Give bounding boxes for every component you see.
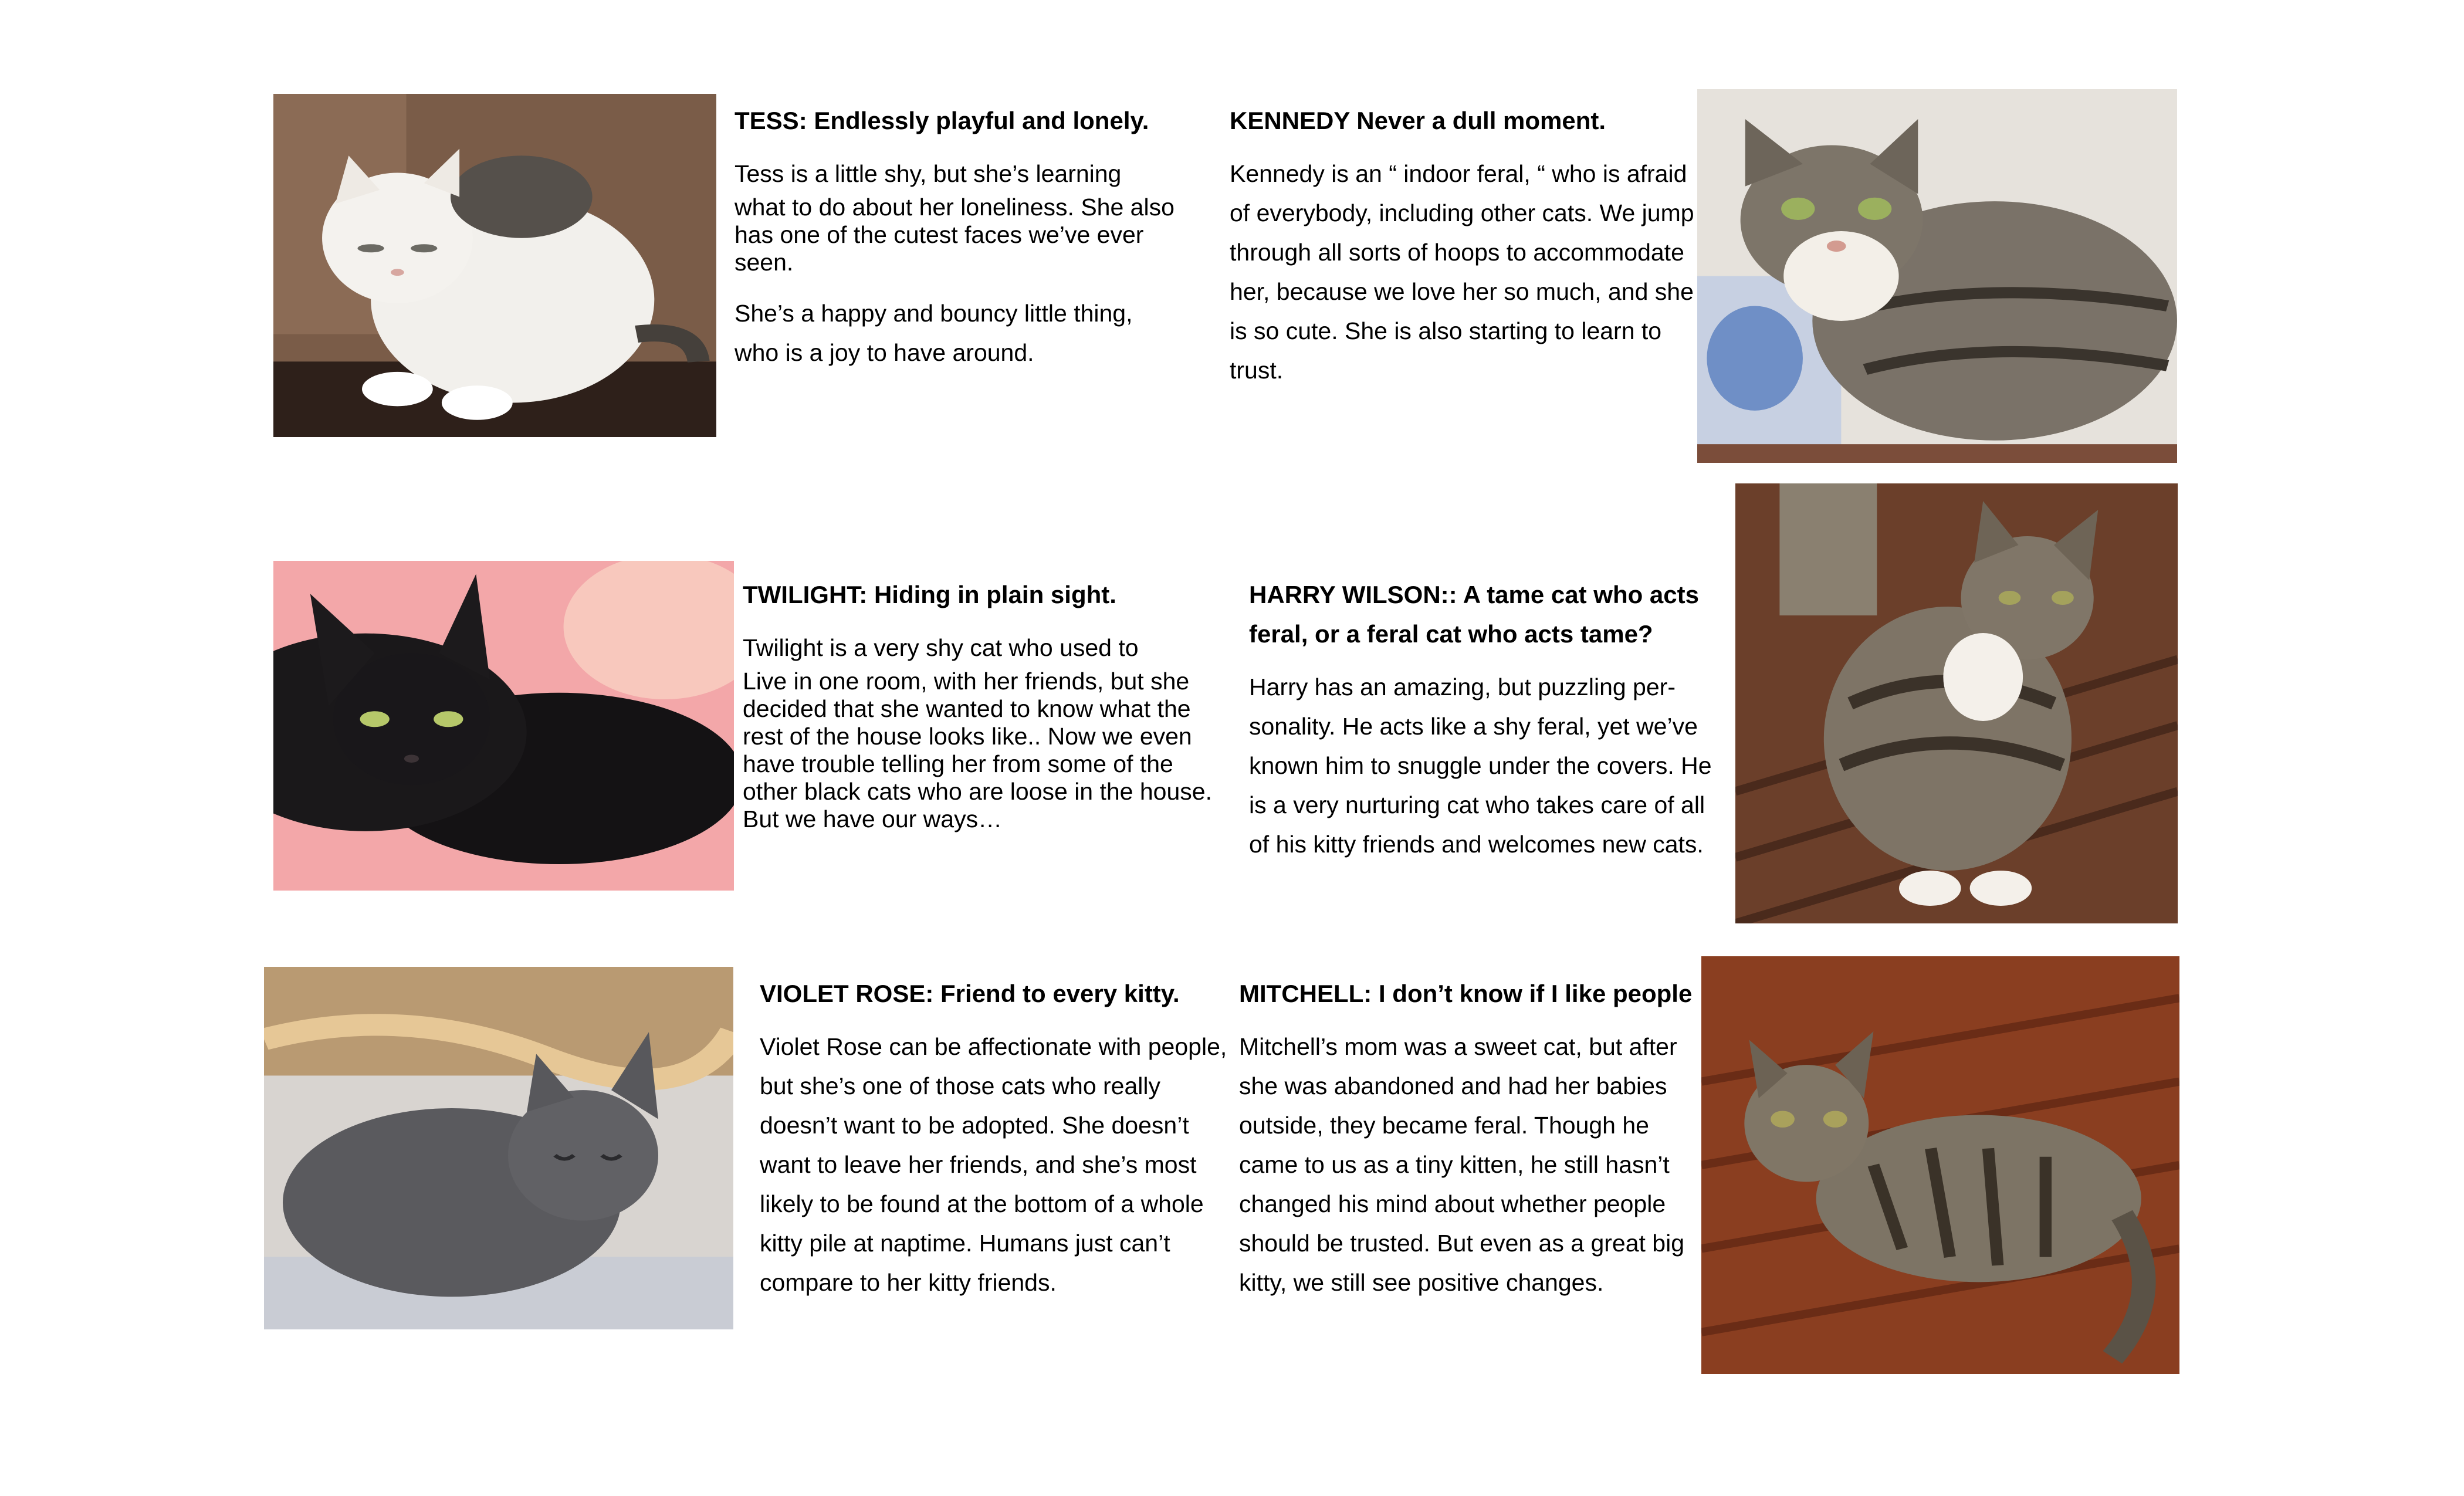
violet-rose-text: [760, 974, 1229, 1302]
violet-rose-para1: Violet Rose can be affectionate with people, but she’s one of those cats who really doesn’t want to be adopted. She doesn’t want to leave her friends, and she’s most likely to be found at the bottom of a whole kitty pile at naptime. Humans just can’t compare to her kitty friends.: [760, 1033, 1227, 1296]
harry-heading-line1: HARRY WILSON:: A tame cat who acts: [1249, 581, 1699, 608]
twilight-para1: Live in one room, with her friends, but she decided that she wanted to know what the rest of the house looks like.. Now we even have trouble telling her from some of the other black cats who are loose in the house. But we have our ways…: [743, 668, 1212, 832]
tess-text: [735, 101, 1180, 373]
harry-text: [1249, 575, 1730, 864]
twilight-line1: Twilight is a very shy cat who used to: [743, 634, 1139, 661]
kennedy-text: [1230, 101, 1699, 390]
twilight-text: [743, 575, 1212, 833]
kennedy-heading: KENNEDY Never a dull moment.: [1230, 107, 1606, 134]
tess-para2: She’s a happy and bouncy little thing, who is a joy to have around.: [735, 300, 1133, 366]
kennedy-photo: [1697, 89, 2177, 463]
twilight-photo: [273, 561, 734, 891]
mitchell-photo: [1701, 956, 2179, 1374]
violet-rose-heading: VIOLET ROSE: Friend to every kitty.: [760, 980, 1180, 1007]
tess-photo: [273, 94, 716, 437]
kennedy-para1: Kennedy is an “ indoor feral, “ who is afraid of everybody, including other cats. We jump through all sorts of hoops to accommodate her, because we love her so much, and she is so cute. She is also starting to learn to trust.: [1230, 160, 1694, 384]
mitchell-heading: MITCHELL: I don’t know if I like people: [1239, 980, 1693, 1007]
harry-photo: [1735, 483, 2178, 923]
mitchell-para1: Mitchell’s mom was a sweet cat, but after she was abandoned and had her babies outside, they became feral. Though he came to us as a tiny kitten, he still hasn’t changed his mind about whether people should be trusted. But even as a great big kitty, we still see positive changes.: [1239, 1033, 1685, 1296]
tess-line1: Tess is a little shy, but she’s learning: [735, 160, 1122, 187]
mitchell-text: [1239, 974, 1703, 1302]
tess-heading: TESS: Endlessly playful and lonely.: [735, 107, 1149, 134]
tess-para1: what to do about her loneliness. She also has one of the cutest faces we’ve ever seen.: [735, 194, 1175, 276]
violet-rose-photo: [264, 967, 733, 1329]
harry-para1: Harry has an amazing, but puzzling per-sonality. He acts like a shy feral, yet we’ve known him to snuggle under the covers. He is a very nurturing cat who takes care of all of his kitty friends and welcomes new cats.: [1249, 673, 1712, 858]
twilight-heading: TWILIGHT: Hiding in plain sight.: [743, 581, 1116, 608]
harry-heading-line2: feral, or a feral cat who acts tame?: [1249, 620, 1653, 648]
